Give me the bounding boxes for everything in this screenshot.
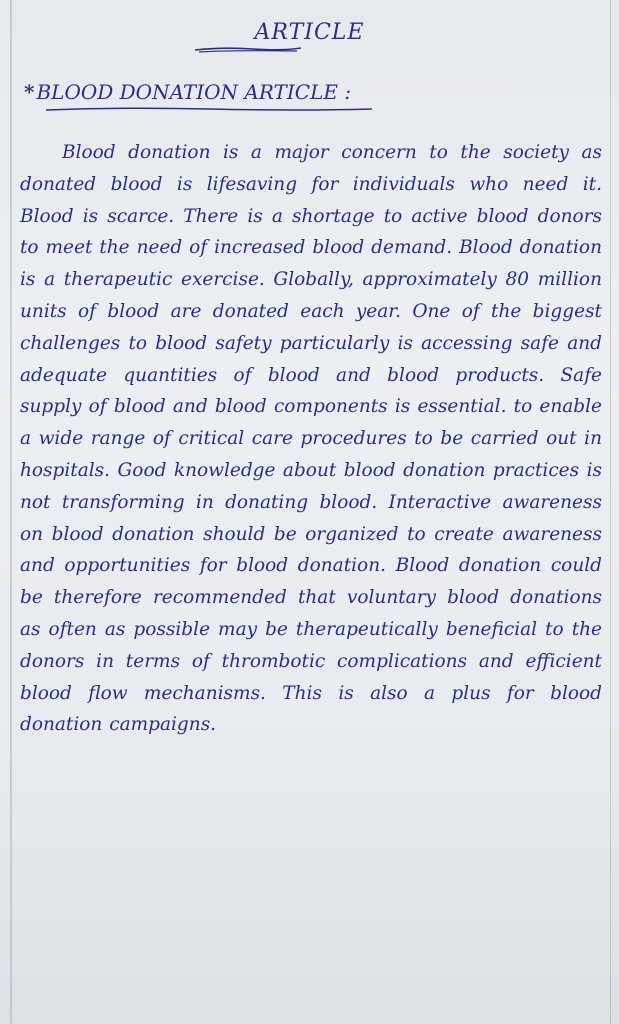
subheading-underline bbox=[44, 106, 374, 112]
page-right-edge bbox=[610, 0, 611, 1024]
page-heading: ARTICLE bbox=[254, 20, 365, 45]
heading-underline bbox=[193, 44, 303, 54]
page-margin-line bbox=[10, 0, 12, 1024]
star-bullet-icon: * bbox=[24, 80, 35, 104]
article-subheading bbox=[24, 80, 351, 104]
article-body: Blood donation is a major concern to the society as donated blood is lifesaving for individuals who need it. Blood is scarce. There is a shortage to active blood donors to meet the need of increased blood demand. Blood donation is a therapeutic exercise. Globally, approximately 80 million units of blood are donated each year. One of the biggest challenges to blood safety particularly is accessing safe and adequate quantities of blood and blood products. Safe supply of blood and blood components is essential. to enable a wide range of critical care procedures to be carried out in hospitals. Good knowledge about blood donation practices is not transforming in donating blood. Interactive awareness on blood donation should be organized to create awareness and opportunities for blood donation. Blood donation could be therefore recommended that voluntary blood donations as often as possible may be therapeutically beneficial to the donors in terms of thrombotic complications and efficient blood flow mechanisms. This is also a plus for blood donation campaigns. bbox=[20, 142, 602, 736]
subheading-text: BLOOD DONATION ARTICLE : bbox=[36, 80, 352, 104]
